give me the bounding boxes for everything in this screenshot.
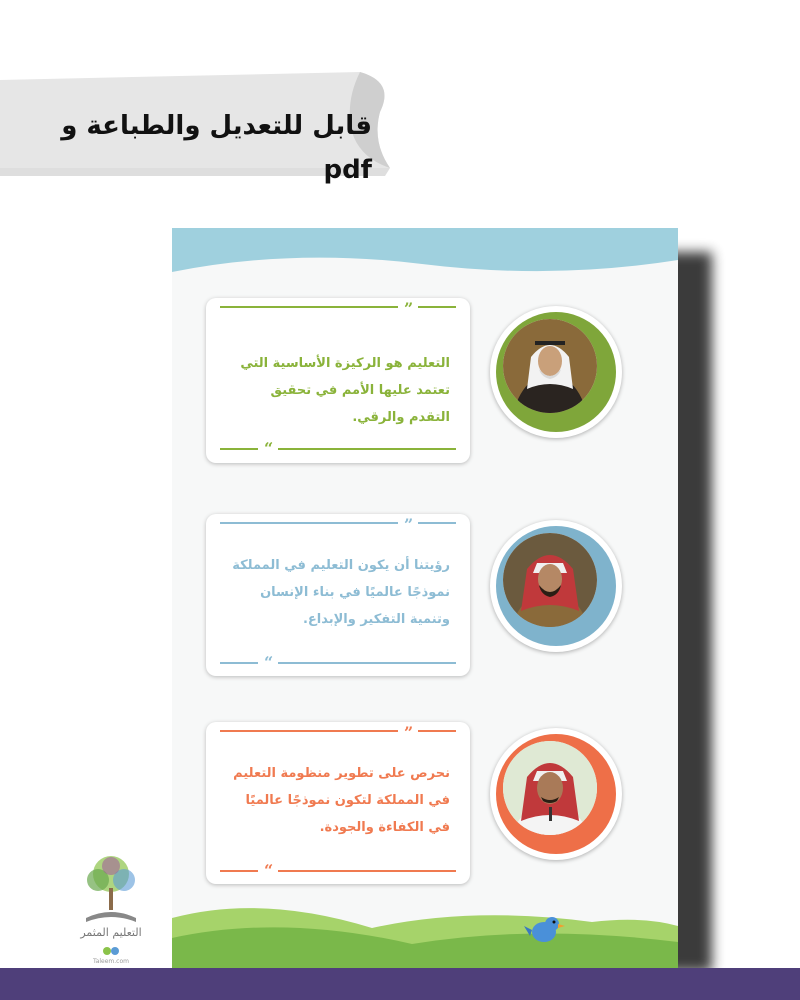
tree-icon bbox=[78, 852, 144, 926]
quote-text-2: رؤيتنا أن يكون التعليم في المملكة نموذجًا عالميًا في بناء الإنسان وتنمية التفكير والإبداع. bbox=[232, 558, 450, 627]
portrait-1 bbox=[490, 306, 622, 438]
person-photo-3 bbox=[503, 741, 597, 835]
grass-hills bbox=[172, 888, 678, 968]
quote-close-icon: “ bbox=[264, 861, 274, 880]
quote-text-3: نحرص على تطوير منظومة التعليم في المملكة لتكون نموذجًا عالميًا في الكفاءة والجودة. bbox=[233, 766, 450, 835]
poster bbox=[172, 228, 678, 968]
person-photo-2 bbox=[503, 533, 597, 627]
bottom-bar bbox=[0, 968, 800, 1000]
logo-name: التعليم المثمر bbox=[80, 926, 142, 939]
quote-open-icon: ” bbox=[404, 515, 414, 534]
logo-site: Taleem.com bbox=[93, 958, 129, 965]
sky-wave bbox=[172, 228, 678, 288]
quote-open-icon: ” bbox=[404, 723, 414, 742]
quote-close-icon: “ bbox=[264, 653, 274, 672]
taleem-logo bbox=[78, 852, 144, 964]
quote-open-icon: ” bbox=[404, 299, 414, 318]
quote-text-1: التعليم هو الركيزة الأساسية التي تعتمد عليها الأمم في تحقيق التقدم والرقي. bbox=[240, 356, 450, 425]
quote-card-1 bbox=[206, 298, 470, 463]
quote-card-3 bbox=[206, 722, 470, 884]
logo-dots-icon bbox=[101, 946, 121, 956]
person-photo-1 bbox=[503, 319, 597, 413]
quote-card-2 bbox=[206, 514, 470, 676]
portrait-3 bbox=[490, 728, 622, 860]
banner-title: قابل للتعديل والطباعة و pdf bbox=[61, 111, 372, 185]
quote-close-icon: “ bbox=[264, 439, 274, 458]
portrait-2 bbox=[490, 520, 622, 652]
